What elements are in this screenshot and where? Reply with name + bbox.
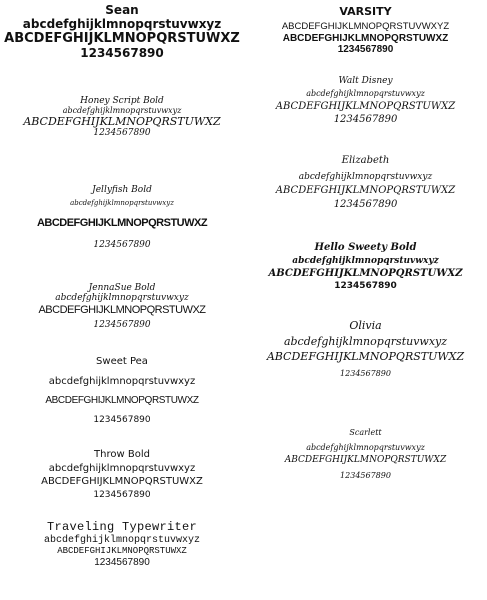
font-sample-jellyfish-bold xyxy=(0,185,244,250)
lowercase-sample: abcdefghijklmnopqrstuvwxyz xyxy=(55,293,189,304)
font-sample-jennasue-bold xyxy=(0,283,244,331)
font-name: Sean xyxy=(105,4,139,17)
uppercase-sample: ABCDEFGHIJKLMNOPQRSTUWXZ xyxy=(41,476,203,487)
lowercase-sample: abcdefghijklmnopqrstuvwxyz xyxy=(298,171,433,182)
font-name: Hello Sweety Bold xyxy=(314,242,417,253)
font-sample-traveling-typewriter xyxy=(0,521,244,568)
digits-sample: 1234567890 xyxy=(94,556,150,568)
digits-sample: 1234567890 xyxy=(93,414,151,425)
uppercase-sample: ABCDEFGHIJKLMNOPQRSTUWXZ xyxy=(268,267,463,279)
font-sample-sweet-pea xyxy=(0,356,244,425)
font-name: Olivia xyxy=(349,320,382,332)
digits-sample: 1234567890 xyxy=(337,44,394,56)
lowercase-sample: abcdefghijklmnopqrstuvwxyz xyxy=(306,89,425,99)
font-sample-varsity xyxy=(244,6,487,56)
digits-sample: 1234567890 xyxy=(333,114,398,126)
font-sample-honey-script-bold xyxy=(0,96,244,139)
uppercase-sample: ABCDEFGHIJKLMNOPQRSTUWXZ xyxy=(23,114,221,128)
digits-sample: 1234567890 xyxy=(334,281,397,292)
font-name: Sweet Pea xyxy=(96,356,148,367)
lowercase-sample: abcdefghijklmnopqrstuvwxyz xyxy=(62,106,182,116)
font-sample-throw-bold xyxy=(0,449,244,500)
font-name: Jellyfish Bold xyxy=(92,185,152,195)
digits-sample: 1234567890 xyxy=(333,199,398,211)
lowercase-sample: abcdefghijklmnopqrstuvwxyz xyxy=(22,16,222,31)
font-sample-sean xyxy=(0,4,244,60)
font-name: Elizabeth xyxy=(341,155,390,166)
font-sample-olivia xyxy=(244,320,487,378)
uppercase-sample: ABCDEFGHIJKLMNOPQRSTUWXZ xyxy=(275,184,456,196)
uppercase-sample: ABCDEFGHIJKLMNOPQRSTUWXZ xyxy=(57,546,187,557)
lowercase-sample: abcdefghijklmnopqrstuvwxyz xyxy=(48,462,196,474)
uppercase-sample: ABCDEFGHIJKLMNOPQRSTUWXZ xyxy=(38,303,206,316)
font-name: VARSITY xyxy=(339,6,392,18)
digits-sample: 1234567890 xyxy=(93,240,151,251)
font-name: Traveling Typewriter xyxy=(46,521,198,534)
font-name: Scarlett xyxy=(349,428,382,437)
font-name: JennaSue Bold xyxy=(88,283,156,293)
digits-sample: 1234567890 xyxy=(80,45,164,60)
lowercase-sample: ABCDEFGHIJKLMNOPQRSTUVWXYZ xyxy=(281,20,450,32)
font-sample-scarlett xyxy=(244,428,487,480)
font-name: Walt Disney xyxy=(338,76,393,86)
uppercase-sample: ABCDEFGHIJKLMNOPQRSTUWXZ xyxy=(275,100,456,112)
lowercase-sample: abcdefghijklmnopqrstuvwxyz xyxy=(292,255,439,266)
font-sample-hello-sweety-bold xyxy=(244,242,487,292)
lowercase-sample: abcdefghijklmnopqrstuvwxyz xyxy=(48,375,196,387)
lowercase-sample: abcdefghijklmnopqrstuvwxyz xyxy=(283,334,448,348)
digits-sample: 1234567890 xyxy=(340,470,391,480)
font-sample-elizabeth xyxy=(244,155,487,211)
uppercase-sample: ABCDEFGHIJKLMNOPQRSTUWXZ xyxy=(282,32,449,44)
digits-sample: 1234567890 xyxy=(340,368,391,378)
uppercase-sample: ABCDEFGHIJKLMNOPQRSTUWXZ xyxy=(266,350,465,364)
lowercase-sample: abcdefghijklmnopqrstuvwxyz xyxy=(306,443,425,453)
digits-sample: 1234567890 xyxy=(93,128,151,139)
uppercase-sample: ABCDEFGHIJKLMNOPQRSTUWXZ xyxy=(4,30,240,46)
font-sample-walt-disney xyxy=(244,76,487,126)
font-name: Throw Bold xyxy=(94,449,150,460)
uppercase-sample: ABCDEFGHIJKLMNOPQRSTUWXZ xyxy=(284,455,447,466)
uppercase-sample: ABCDEFGHIJKLMNOPQRSTUWXZ xyxy=(36,217,208,230)
lowercase-sample: abcdefghijklmnopqrstuvwxyz xyxy=(70,199,174,208)
lowercase-sample: abcdefghijklmnopqrstuvwxyz xyxy=(43,534,201,546)
digits-sample: 1234567890 xyxy=(93,489,151,500)
font-name: Honey Script Bold xyxy=(80,96,164,106)
uppercase-sample: ABCDEFGHIJKLMNOPQRSTUWXZ xyxy=(45,395,199,406)
digits-sample: 1234567890 xyxy=(93,320,151,331)
